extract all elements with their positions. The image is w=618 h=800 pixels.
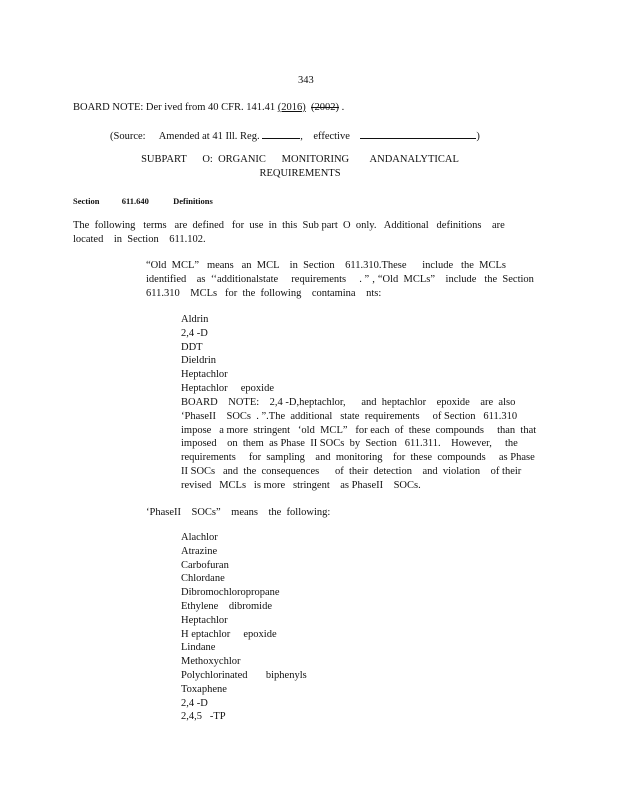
board-note-2-line-5: requirements for sampling and monitoring for these compounds as Phase bbox=[181, 452, 535, 464]
old-mcl-line-2: identified as ‘‘additionalstate requirements . ” ‚ “Old MCLs” include the Section bbox=[146, 274, 534, 285]
old-mcl-contaminant-list bbox=[181, 313, 274, 396]
old-mcl-line-3: 611.310 MCLs for the following contamina nts: bbox=[146, 288, 382, 299]
list-item: Alachlor bbox=[181, 532, 218, 543]
subpart-heading-line1: SUBPART O: ORGANIC MONITORING ANDANALYTICAL bbox=[141, 154, 459, 165]
register-blank bbox=[262, 128, 300, 139]
board-note-prefix: BOARD NOTE: Der ived from 40 CFR. 141.41 bbox=[73, 102, 278, 113]
board-note-2-line-4: imposed on them as Phase II SOCs by Section 611.311. However, the bbox=[181, 438, 518, 450]
list-item: Chlordane bbox=[181, 573, 225, 585]
source-effective: effective bbox=[313, 131, 350, 142]
section-label: Section bbox=[73, 196, 100, 206]
source-label: (Source: bbox=[110, 131, 146, 142]
list-item: 2,4 -D bbox=[181, 697, 208, 709]
list-item: Dibromochloropropane bbox=[181, 587, 280, 599]
list-item: Polychlorinated biphenyls bbox=[181, 669, 307, 681]
board-note-2-line-3: impose a more stringent ‘old MCL” for each of these compounds than that bbox=[181, 424, 537, 436]
section-title: Definitions bbox=[173, 196, 213, 206]
list-item: Heptachlor bbox=[181, 614, 228, 626]
section-heading bbox=[73, 194, 213, 208]
board-note bbox=[73, 101, 344, 115]
section-number: 611.640 bbox=[121, 196, 149, 206]
board-note-2-line-1: BOARD NOTE: 2,4 -D,heptachlor, and heptachlor epoxide are also bbox=[181, 397, 516, 408]
intro-line-2: located in Section 611.102. bbox=[73, 234, 206, 245]
page-number: 343 bbox=[298, 75, 314, 86]
list-item: Heptachlor bbox=[181, 369, 228, 381]
effective-date-blank bbox=[360, 128, 476, 139]
old-mcl-definition bbox=[146, 259, 534, 301]
intro-line-1: The following terms are defined for use in this Sub part O only. Additional definitions are bbox=[73, 220, 505, 231]
board-note-old-year: (2002) bbox=[311, 102, 339, 113]
list-item: Dieldrin bbox=[181, 355, 216, 367]
list-item: 2,4,5 -TP bbox=[181, 711, 226, 723]
board-note-2-line-6: II SOCs and the consequences of their detection and violation of their bbox=[181, 465, 522, 477]
list-item: DDT bbox=[181, 341, 203, 353]
board-note-suffix: . bbox=[339, 102, 345, 113]
list-item: Methoxychlor bbox=[181, 656, 241, 668]
board-note-2 bbox=[181, 396, 541, 493]
subpart-heading-line2: REQUIREMENTS bbox=[259, 168, 341, 179]
list-item: Aldrin bbox=[181, 314, 209, 325]
list-item: Toxaphene bbox=[181, 683, 227, 695]
board-note-2-line-7: revised MCLs is more stringent as PhaseII SOCs. bbox=[181, 479, 421, 491]
source-comma: , bbox=[300, 131, 303, 142]
source-amended: Amended at 41 Ill. Reg. bbox=[158, 131, 260, 142]
list-item: Ethylene dibromide bbox=[181, 600, 272, 612]
list-item: Carbofuran bbox=[181, 559, 229, 571]
old-mcl-line-1: “Old MCL” means an MCL in Section 611.310.These include the MCLs bbox=[146, 260, 506, 271]
source-close: ) bbox=[476, 131, 480, 142]
list-item: Atrazine bbox=[181, 545, 218, 557]
list-item: H eptachlor epoxide bbox=[181, 628, 277, 640]
list-item: 2,4 -D bbox=[181, 327, 208, 339]
intro-paragraph bbox=[73, 219, 513, 247]
board-note-2-line-2: ‘PhaseII SOCs . ”.The additional state requirements of Section 611.310 bbox=[181, 410, 518, 422]
list-item: Lindane bbox=[181, 642, 216, 654]
subpart-heading bbox=[140, 153, 460, 181]
phase2-soc-list bbox=[181, 531, 307, 724]
board-note-new-year: (2016) bbox=[277, 102, 306, 113]
source-line bbox=[110, 128, 480, 144]
phase2-intro: ‘PhaseII SOCs” means the following: bbox=[146, 507, 331, 518]
list-item: Heptachlor epoxide bbox=[181, 382, 275, 394]
